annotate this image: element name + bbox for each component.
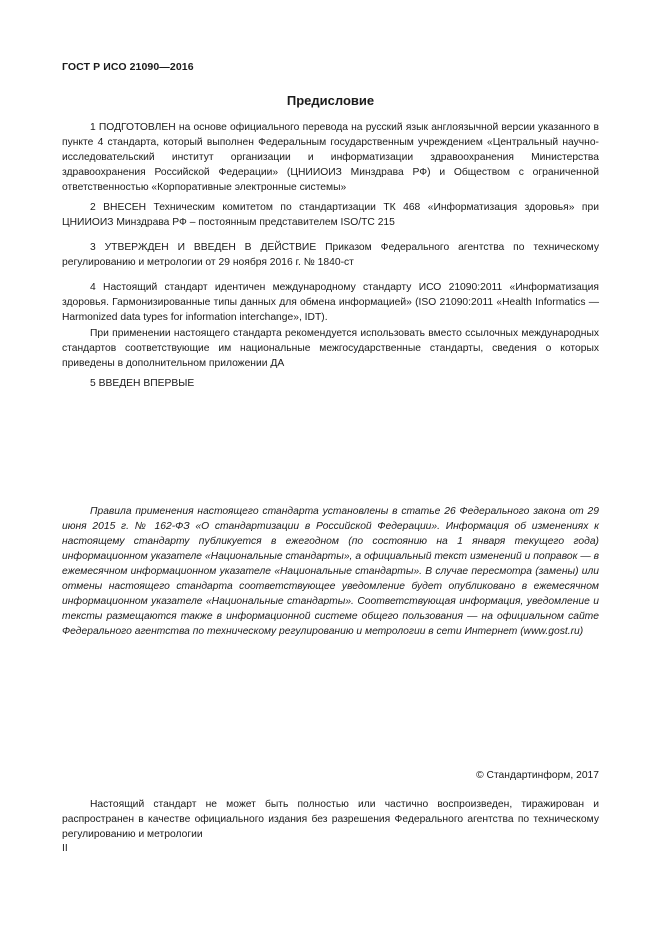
paragraph-prepared: 1 ПОДГОТОВЛЕН на основе официального перевода на русский язык англоязычной версии указанного в пункте 4 стандарта, который выполнен Федеральным государственным учреждением «Центральный научно-исследовательский институт организации и информатизации здравоохранения Министерства здравоохранения Российской Федерации» (ЦНИИОИЗ Минздрава РФ) и Обществом с ограниченной ответственностью «Корпоративные электронные системы» (62, 122, 599, 193)
copyright-line: © Стандартинформ, 2017 (476, 770, 599, 781)
page-number: II (62, 843, 68, 854)
paragraph-application: При применении настоящего стандарта рекомендуется использовать вместо ссылочных международных стандартов соответствующие им национальные межгосударственные стандарты, сведения о которых приведены в дополнительном приложении ДА (62, 328, 599, 369)
paragraph-identical: 4 Настоящий стандарт идентичен международному стандарту ИСО 21090:2011 «Информатизация здоровья. Гармонизированные типы данных для обмена информацией» (ISO 21090:2011 «Health Informatics — Harmonized data types for information interchange», IDT). (62, 282, 599, 323)
document-header: ГОСТ Р ИСО 21090—2016 (62, 61, 194, 73)
reproduction-notice: Настоящий стандарт не может быть полностью или частично воспроизведен, тиражирован и распространен в качестве официального издания без разрешения Федерального агентства по техническому регулированию и метрологии (62, 799, 599, 840)
paragraph-approved: 3 УТВЕРЖДЕН И ВВЕДЕН В ДЕЙСТВИЕ Приказом Федерального агентства по техническому регулированию и метрологии от 29 ноября 2016 г. № 1840-ст (62, 242, 599, 268)
paragraph-submitted: 2 ВНЕСЕН Техническим комитетом по стандартизации ТК 468 «Информатизация здоровья» при ЦНИИОИЗ Минздрава РФ – постоянным представителем ISO/TC 215 (62, 202, 599, 228)
notice-paragraph: Правила применения настоящего стандарта установлены в статье 26 Федерального закона от 29 июня 2015 г. № 162-ФЗ «О стандартизации в Российской Федерации». Информация об изменениях к настоящему стандарту публикуется в ежегодном (по состоянию на 1 января текущего года) информационном указателе «Национальные стандарты», а официальный текст изменений и поправок — в ежемесячном информационном указателе «Национальные стандарты». В случае пересмотра (замены) или отмены настоящего стандарта соответствующее уведомление будет опубликовано в ежемесячном информационном указателе «Национальные стандарты». Соответствующая информация, уведомление и тексты размещаются также в информационной системе общего пользования — на официальном сайте Федерального агентства по техническому регулированию и метрологии в сети Интернет (www.gost.ru) (62, 506, 599, 637)
page-title: Предисловие (286, 93, 375, 108)
paragraph-introduced: 5 ВВЕДЕН ВПЕРВЫЕ (90, 378, 195, 389)
